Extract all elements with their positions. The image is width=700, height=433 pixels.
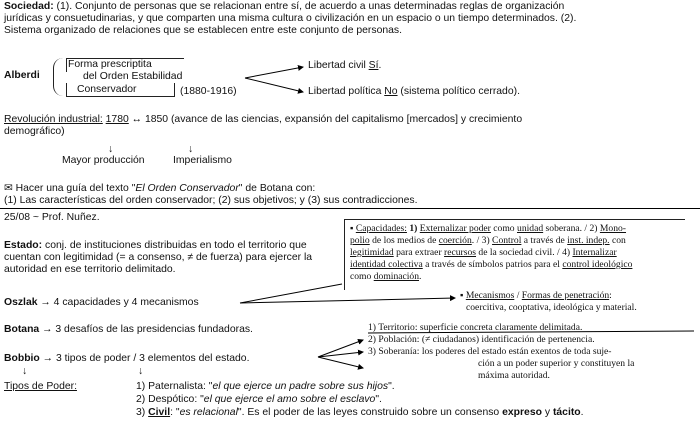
alberdi-box-bottom [66, 83, 175, 97]
cap-l1e: unidad [517, 223, 544, 234]
p1c: ". [388, 381, 395, 392]
arrow-oszlak-mecanismos [240, 298, 455, 303]
guia-line-1 [4, 183, 315, 195]
cap-l3a: legitimidad [350, 247, 394, 258]
cap-l4a: identidad colectiva [350, 259, 423, 270]
estado-definition [4, 240, 337, 276]
estado-term: Estado: [4, 240, 43, 251]
capacidades-line-4 [350, 259, 632, 270]
double-arrow-icon: ↔ [131, 114, 143, 125]
cap-l1d: como [490, 223, 518, 234]
botana-text: → 3 desafíos de las presidencias fundadoras. [39, 324, 253, 335]
elemento-soberania-3: máxima autoridad. [478, 370, 550, 381]
poder-despotico [136, 394, 382, 406]
capacidades-line-3 [350, 247, 617, 258]
politica-post: (sistema político cerrado). [397, 86, 520, 97]
guia-line-2: (1) Las características del orden conservador; (2) sus objetivos; y (3) sus contradicciones. [4, 195, 418, 206]
capacidades-line-1: ▪ Capacidades: 1) Externalizar poder como unidad soberana. / 2) Mono- [350, 223, 627, 234]
elemento-territorio: 1) Territorio: superficie concreta claramente delimitada. [368, 322, 583, 333]
cap-l1c: Externalizar poder [419, 223, 491, 234]
cap-l1f: soberana. / 2) [543, 223, 600, 234]
arrow-libertad-politica [245, 78, 303, 92]
p3b: Civil [148, 407, 171, 418]
p3g: y [541, 407, 553, 418]
botana-name: Botana [4, 324, 40, 335]
envelope-icon: ✉ [4, 183, 13, 194]
p2a: 2) Despótico: " [136, 394, 204, 405]
section-divider [0, 208, 700, 209]
p3d: es relacional [179, 407, 238, 418]
sociedad-line-1 [4, 1, 564, 13]
oszlak-text: → 4 capacidades y 4 mecanismos [37, 297, 199, 308]
cap-l2b: de los medios de [369, 235, 439, 246]
sociedad-term: Sociedad: [4, 1, 54, 12]
p1a: 1) Paternalista: " [136, 381, 213, 392]
mec-b: Formas de penetración [521, 290, 610, 301]
down-arrow-icon: ↓ [108, 144, 114, 155]
civil-pre: Libertad civil [308, 60, 369, 71]
sociedad-line-3: Sistema organizado de relaciones que se establecen entre este conjunto de personas. [4, 25, 402, 36]
bobbio-name: Bobbio [4, 353, 40, 364]
down-arrow-icon: ↓ [22, 366, 28, 377]
cap-l5a: como [350, 271, 374, 282]
revolucion-label: Revolución industrial: [4, 114, 103, 125]
cap-l2e: Control [492, 235, 522, 246]
revolucion-line-2: demográfico) [4, 126, 65, 137]
guia-text-2: " de Botana con: [238, 183, 316, 194]
bobbio-text: → 3 tipos de poder / 3 elementos del estado. [39, 353, 250, 364]
p2c: ". [375, 394, 382, 405]
p2b: el que ejerce el amo sobre el esclavo [203, 394, 376, 405]
cap-l2h: con [609, 235, 626, 246]
cap-l1b: 1) [406, 223, 420, 234]
revolucion-rest: 1850 (avance de las ciencias, expansión del capitalismo [mercados] y crecimiento [142, 114, 523, 125]
cap-l1a: Capacidades: [355, 223, 407, 234]
class-header: 25/08 ~ Prof. Nuñez. [4, 212, 100, 223]
alberdi-box-line-2: del Orden Estabilidad [83, 71, 183, 82]
alberdi-box-line-3: Conservador [77, 84, 137, 95]
cap-l3c: recursos [444, 247, 477, 258]
sociedad-line-2: jurídicas y consuetudinarias, y que comparten una misma cultura o civilización en un espacio o un tiempo determinados. (2). [4, 13, 577, 24]
arrow-libertad-civil [245, 67, 303, 78]
mec-sep: / [514, 290, 522, 301]
bobbio-line [4, 353, 249, 365]
libertad-politica [308, 86, 520, 98]
civil-post: . [378, 60, 382, 71]
cap-l2a: polio [350, 235, 370, 246]
cap-l4c: control ideológico [562, 259, 633, 270]
capacidades-line-2 [350, 235, 626, 246]
poder-paternalista [136, 381, 395, 393]
elemento-poblacion: 2) Población: (≠ ciudadanos) identificación de pertenencia. [368, 334, 595, 345]
sociedad-def-1: (1). Conjunto de personas que se relacionan entre sí, de acuerdo a unas determinadas reglas de organización [53, 1, 565, 12]
cap-l4b: a través de símbolos patrios para el [422, 259, 563, 270]
p3e: ". Es el poder de las leyes construido sobre un consenso [237, 407, 503, 418]
cap-l1g: Mono- [599, 223, 627, 234]
tipos-poder-label: Tipos de Poder: [4, 381, 77, 392]
oszlak-name: Oszlak [4, 297, 38, 308]
botana-line [4, 324, 253, 336]
p3c: : " [170, 407, 180, 418]
cap-l3e: Internalizar [572, 247, 617, 258]
mec-c: : [609, 290, 612, 301]
politica-pre: Libertad política [308, 86, 385, 97]
oszlak-line [4, 297, 199, 309]
p1b: el que ejerce un padre sobre sus hijos [212, 381, 389, 392]
cap-l3b: para extraer [393, 247, 445, 258]
cap-l5c: . [419, 271, 422, 282]
alberdi-years: (1880-1916) [180, 86, 237, 97]
cap-l2c: coerción [438, 235, 472, 246]
consequence-produccion: Mayor producción [62, 155, 145, 166]
politica-no: No [384, 86, 398, 97]
arrow-oszlak-capacidades [240, 284, 342, 303]
arrow-bobbio-poblacion [318, 352, 363, 357]
p3a: 3) [136, 407, 149, 418]
mecanismos-line-1: ▪ Mecanismos / Formas de penetración: [460, 290, 612, 301]
libertad-civil [308, 60, 381, 72]
arrow-bobbio-territorio [318, 340, 363, 357]
elemento-soberania-2: ción a un poder superior y constituyen la [478, 358, 635, 369]
cap-l2f: a través de [521, 235, 568, 246]
revolucion-line-1 [4, 114, 522, 126]
civil-si: Sí [368, 60, 379, 71]
mecanismos-line-2: coercitiva, cooptativa, ideológica y material. [466, 302, 637, 313]
mec-a: Mecanismos [465, 290, 515, 301]
cap-l3d: de la sociedad civil. / 4) [476, 247, 573, 258]
alberdi-box-line-1: Forma prescriptita [68, 59, 152, 70]
poder-civil [136, 407, 584, 419]
capacidades-line-5 [350, 271, 421, 282]
p3f: expreso [502, 407, 542, 418]
estado-def: conj. de instituciones distribuidas en todo el territorio que cuentan con legitimidad (= a consenso, ≠ de fuerza) para ejercer la autoridad en ese territorio delimitado. [4, 240, 313, 275]
cap-l2d: . / 3) [471, 235, 493, 246]
alberdi-name: Alberdi [4, 70, 40, 81]
revolucion-year: 1780 [105, 114, 129, 125]
guia-text-1: Hacer una guía del texto " [12, 183, 136, 194]
down-arrow-icon: ↓ [138, 366, 144, 377]
down-arrow-icon: ↓ [188, 144, 194, 155]
cap-l5b: dominación [373, 271, 420, 282]
guia-title: El Orden Conservador [135, 183, 239, 194]
cap-l2g: inst. indep. [567, 235, 610, 246]
arrow-bobbio-soberania [318, 357, 363, 368]
p3h: tácito [552, 407, 581, 418]
consequence-imperialismo: Imperialismo [173, 155, 232, 166]
p3i: . [580, 407, 584, 418]
elemento-soberania: 3) Soberanía: los poderes del estado están exentos de toda suje- [368, 346, 612, 357]
